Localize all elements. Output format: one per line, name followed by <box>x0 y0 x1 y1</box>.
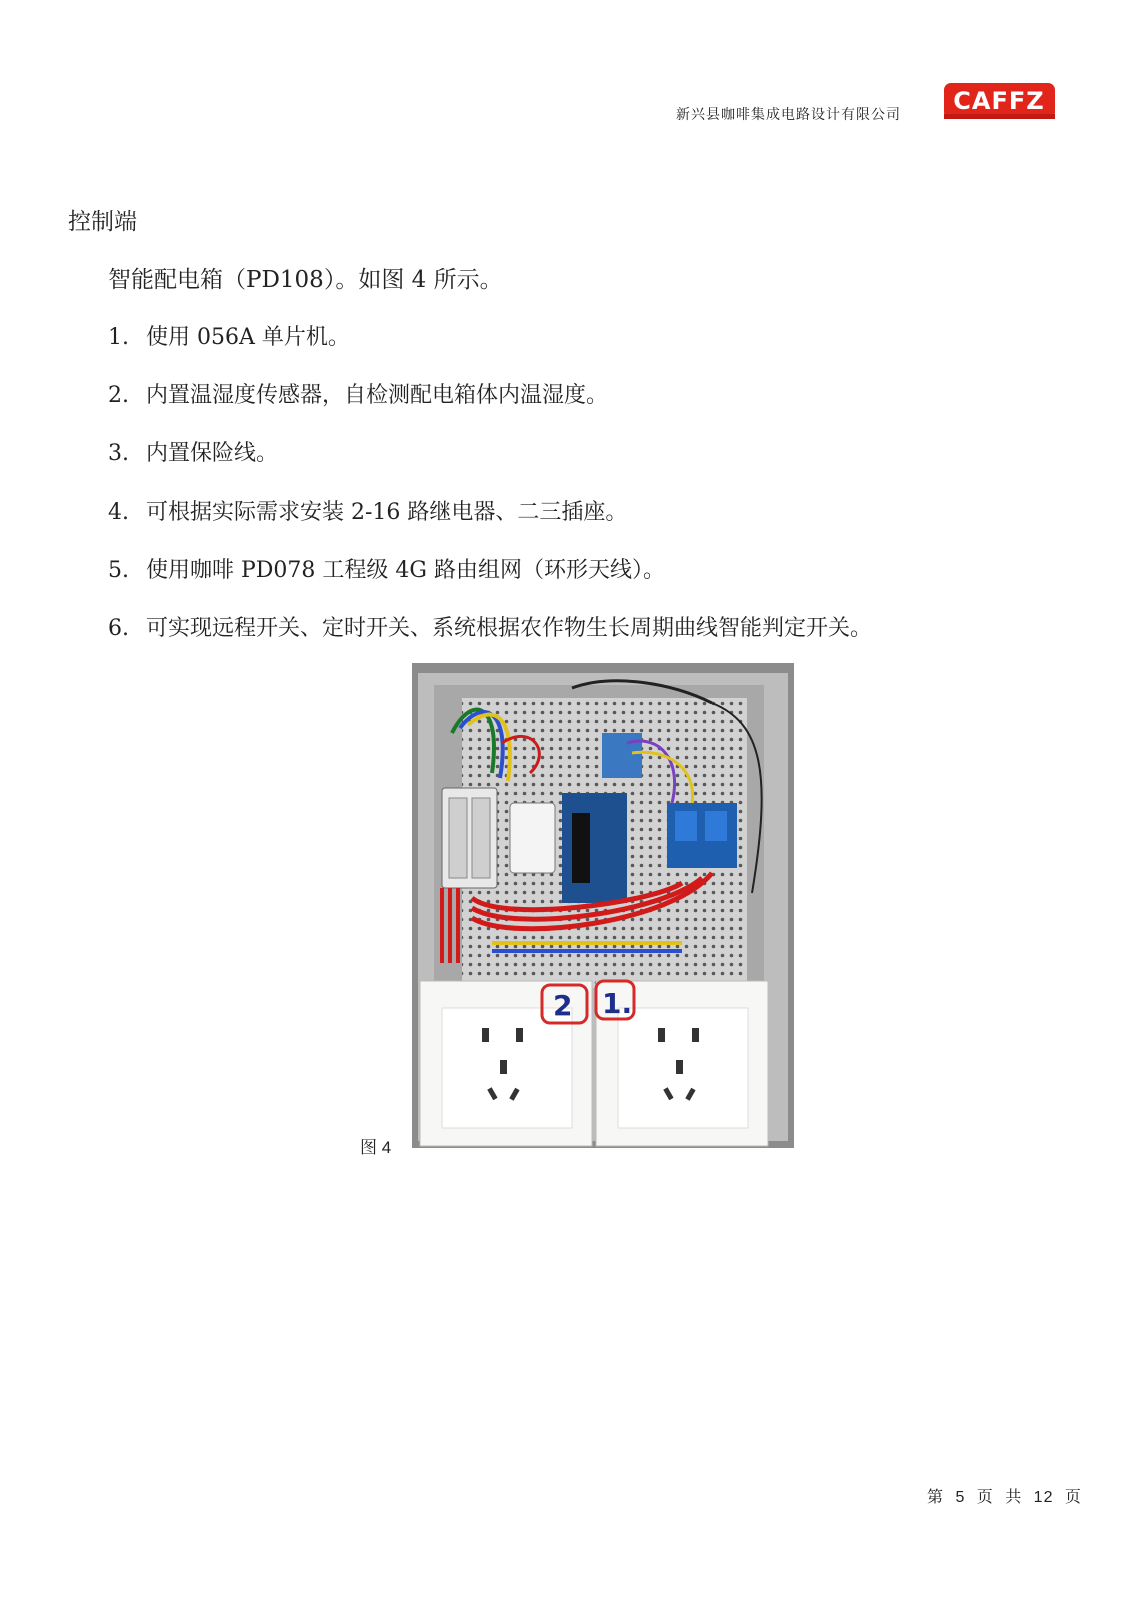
list-text: 可实现远程开关、定时开关、系统根据农作物生长周期曲线智能判定开关。 <box>146 616 873 641</box>
distribution-box-photo <box>412 663 794 1148</box>
list-item <box>108 378 608 409</box>
lead-paragraph: 智能配电箱（PD108）。如图 4 所示。 <box>108 267 503 293</box>
list-item <box>108 553 665 584</box>
list-item <box>108 495 627 526</box>
list-text: 使用咖啡 PD078 工程级 4G 路由组网（环形天线）。 <box>146 558 665 583</box>
socket-label-1: 1. <box>602 987 633 1020</box>
list-text: 使用 056A 单片机。 <box>146 325 350 350</box>
list-item <box>108 611 872 642</box>
list-text: 内置温湿度传感器，自检测配电箱体内温湿度。 <box>146 383 609 408</box>
header-company-name: 新兴县咖啡集成电路设计有限公司 <box>676 107 901 123</box>
list-number: 6. <box>108 616 129 641</box>
socket-label-2: 2 <box>553 989 573 1022</box>
list-number: 1. <box>108 325 129 350</box>
list-number: 4. <box>108 500 129 525</box>
section-title: 控制端 <box>68 209 137 235</box>
list-item <box>108 320 350 351</box>
company-logo <box>943 82 1056 120</box>
list-item <box>108 436 278 467</box>
page-number: 第 5 页 共 12 页 <box>927 1489 1082 1506</box>
figure-caption: 图 4 <box>360 1138 392 1157</box>
list-text: 可根据实际需求安装 2-16 路继电器、二三插座。 <box>146 500 628 525</box>
list-number: 5. <box>108 558 129 583</box>
svg-text:CAFFZ: CAFFZ <box>953 87 1045 115</box>
list-number: 3. <box>108 441 129 466</box>
list-number: 2. <box>108 383 129 408</box>
list-text: 内置保险线。 <box>146 441 279 466</box>
